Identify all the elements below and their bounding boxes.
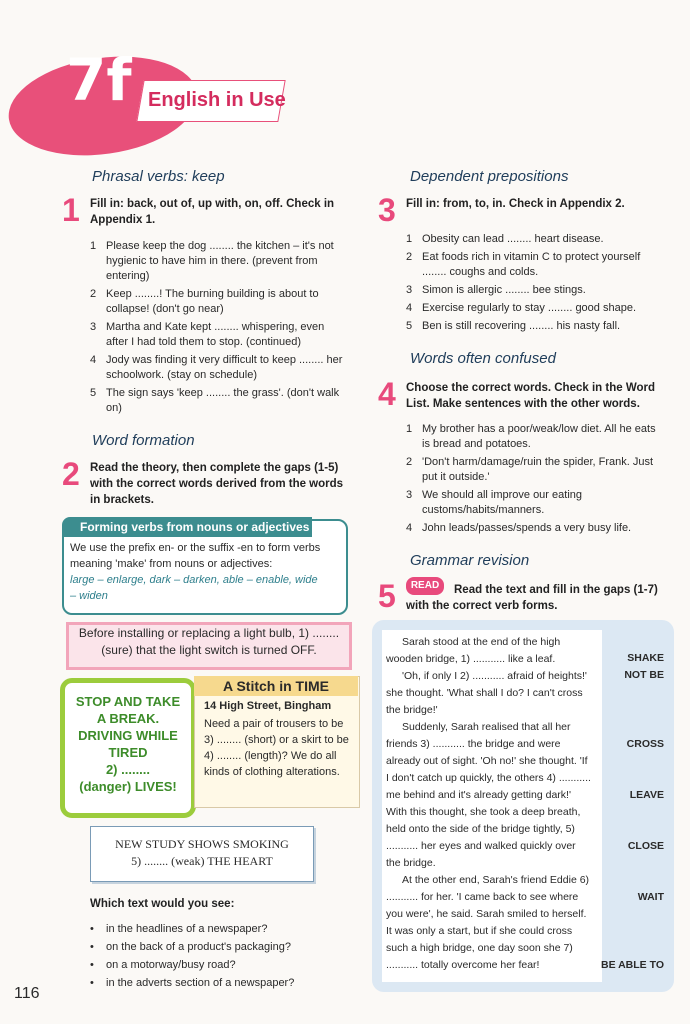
page-number: 116	[14, 985, 40, 1002]
advert-address: 14 High Street, Bingham	[204, 700, 332, 712]
list-item: • in the headlines of a newspaper?	[90, 923, 268, 935]
exercise1-list	[90, 239, 346, 419]
sign-line: A BREAK.	[96, 711, 160, 726]
story-passage	[386, 634, 592, 974]
unit-number: 7f	[66, 46, 132, 114]
lightbulb-notice: Before installing or replacing a light bulb, 1) ........ (sure) that the light switch is turned OFF.	[66, 622, 352, 670]
verb-column	[602, 630, 668, 982]
list-item: 1 Please keep the dog ........ the kitchen – it's not hygienic to have him in there. (prevent from entering)	[90, 240, 334, 282]
exercise3-instruction: Fill in: from, to, in. Check in Appendix 2.	[406, 198, 625, 210]
list-item: • in the adverts section of a newspaper?	[90, 977, 295, 989]
list-item: 3 We should all improve our eating customs/habits/manners.	[406, 489, 582, 516]
read-tag: READ	[406, 577, 444, 595]
exercise1-instruction: Fill in: back, out of, up with, on, off. Check in Appendix 1.	[90, 198, 335, 226]
bullet-list	[90, 922, 340, 994]
story-paragraph: Suddenly, Sarah realised that all her friends 3) ........... the bridge and were already out of sight. 'Oh no!' she thought. 'If I don't catch up quickly, the others 4) ........... me behind and it's already getting dark!' With this thought, she took a deep breath, held onto the side of the bridge tightly, 5) ........... her eyes and walked quickly over the bridge.	[386, 721, 591, 869]
exercise1-number: 1	[62, 192, 80, 228]
section1-title: Phrasal verbs: keep	[92, 168, 225, 185]
list-item: 4 Jody was finding it very difficult to keep ........ her schoolwork. (stay on schedule)	[90, 354, 343, 381]
road-sign	[60, 678, 196, 818]
exercise4-instruction: Choose the correct words. Check in the Word List. Make sentences with the other words.	[406, 382, 655, 410]
section3-title: Dependent prepositions	[410, 168, 569, 185]
exercise5-number: 5	[378, 578, 396, 614]
section2-title: Word formation	[92, 432, 195, 449]
verb-cue: WAIT	[637, 891, 664, 903]
sign-line: TIRED	[108, 745, 148, 760]
list-item: 1 My brother has a poor/weak/low diet. All he eats is bread and potatoes.	[406, 423, 656, 450]
list-item: 4 Exercise regularly to stay ........ good shape.	[406, 302, 636, 314]
list-item: 4 John leads/passes/spends a very busy life.	[406, 522, 632, 534]
theory-text: We use the prefix en- or the suffix -en to form verbs meaning 'make' from nouns or adjectives:	[70, 542, 321, 570]
sign-line: 2) ........	[105, 762, 151, 777]
story-paragraph: 'Oh, if only I 2) ........... afraid of heights!' she thought. 'What shall I do? I can't cross the bridge!'	[386, 670, 587, 716]
list-item: • on a motorway/busy road?	[90, 959, 236, 971]
theory-title: Forming verbs from nouns or adjectives	[62, 517, 312, 537]
headline-line: NEW STUDY SHOWS SMOKING	[115, 837, 289, 851]
unit-title: English in Use	[148, 89, 286, 111]
list-item: 2 'Don't harm/damage/ruin the spider, Frank. Just put it outside.'	[406, 456, 654, 483]
exercise2-instruction: Read the theory, then complete the gaps (1-5) with the correct words derived from the words in brackets.	[90, 462, 344, 506]
list-item: 2 Keep ........! The burning building is about to collapse! (don't go near)	[90, 288, 319, 315]
list-item: 2 Eat foods rich in vitamin C to protect yourself ........ coughs and colds.	[406, 251, 641, 278]
section5-title: Grammar revision	[410, 552, 530, 569]
exercise4-number: 4	[378, 376, 396, 412]
section4-title: Words often confused	[410, 350, 556, 367]
verb-cue: CROSS	[626, 738, 664, 750]
sign-line: DRIVING WHILE	[78, 728, 178, 743]
list-item: 5 The sign says 'keep ........ the grass'. (don't walk on)	[90, 387, 340, 414]
advert-title: A Stitch in TIME	[194, 676, 358, 696]
list-item: 3 Martha and Kate kept ........ whispering, even after I had told them to stop. (continued)	[90, 321, 325, 348]
headline-line: 5) ........ (weak) THE HEART	[131, 854, 273, 868]
verb-cue: SHAKE	[627, 652, 664, 664]
sign-line: (danger) LIVES!	[79, 779, 177, 794]
list-item: 1 Obesity can lead ........ heart disease.	[406, 233, 604, 245]
theory-examples: large – enlarge, dark – darken, able – enable, wide – widen	[70, 574, 318, 602]
verb-cue: BE ABLE TO	[600, 959, 664, 971]
story-paragraph: At the other end, Sarah's friend Eddie 6) ........... for her. 'I came back to see where you were', he said. Sarah smiled to herself. It was only a start, but if she could cross such a high bridge, one day soon she 7) ........... totally overcome her fear!	[386, 874, 590, 971]
exercise2-number: 2	[62, 456, 80, 492]
question: Which text would you see:	[90, 898, 235, 910]
exercise3-number: 3	[378, 192, 396, 228]
exercise4-list	[406, 422, 662, 539]
story-paragraph: Sarah stood at the end of the high wooden bridge, 1) ........... like a leaf.	[386, 636, 561, 665]
news-headline	[90, 826, 314, 882]
sign-line: STOP AND TAKE	[75, 694, 181, 709]
exercise3-list	[406, 232, 662, 337]
verb-cue: LEAVE	[629, 789, 664, 801]
list-item: 5 Ben is still recovering ........ his nasty fall.	[406, 320, 621, 332]
verb-cue: CLOSE	[627, 840, 664, 852]
list-item: 3 Simon is allergic ........ bee stings.	[406, 284, 586, 296]
list-item: • on the back of a product's packaging?	[90, 941, 291, 953]
exercise5-instruction: Read the text and fill in the gaps (1-7) with the correct verb forms.	[406, 584, 658, 612]
verb-cue: NOT BE	[624, 669, 664, 681]
advert-text: Need a pair of trousers to be 3) ........ (short) or a skirt to be 4) ........ (length)? We do all kinds of clothing alterations.	[204, 718, 349, 778]
